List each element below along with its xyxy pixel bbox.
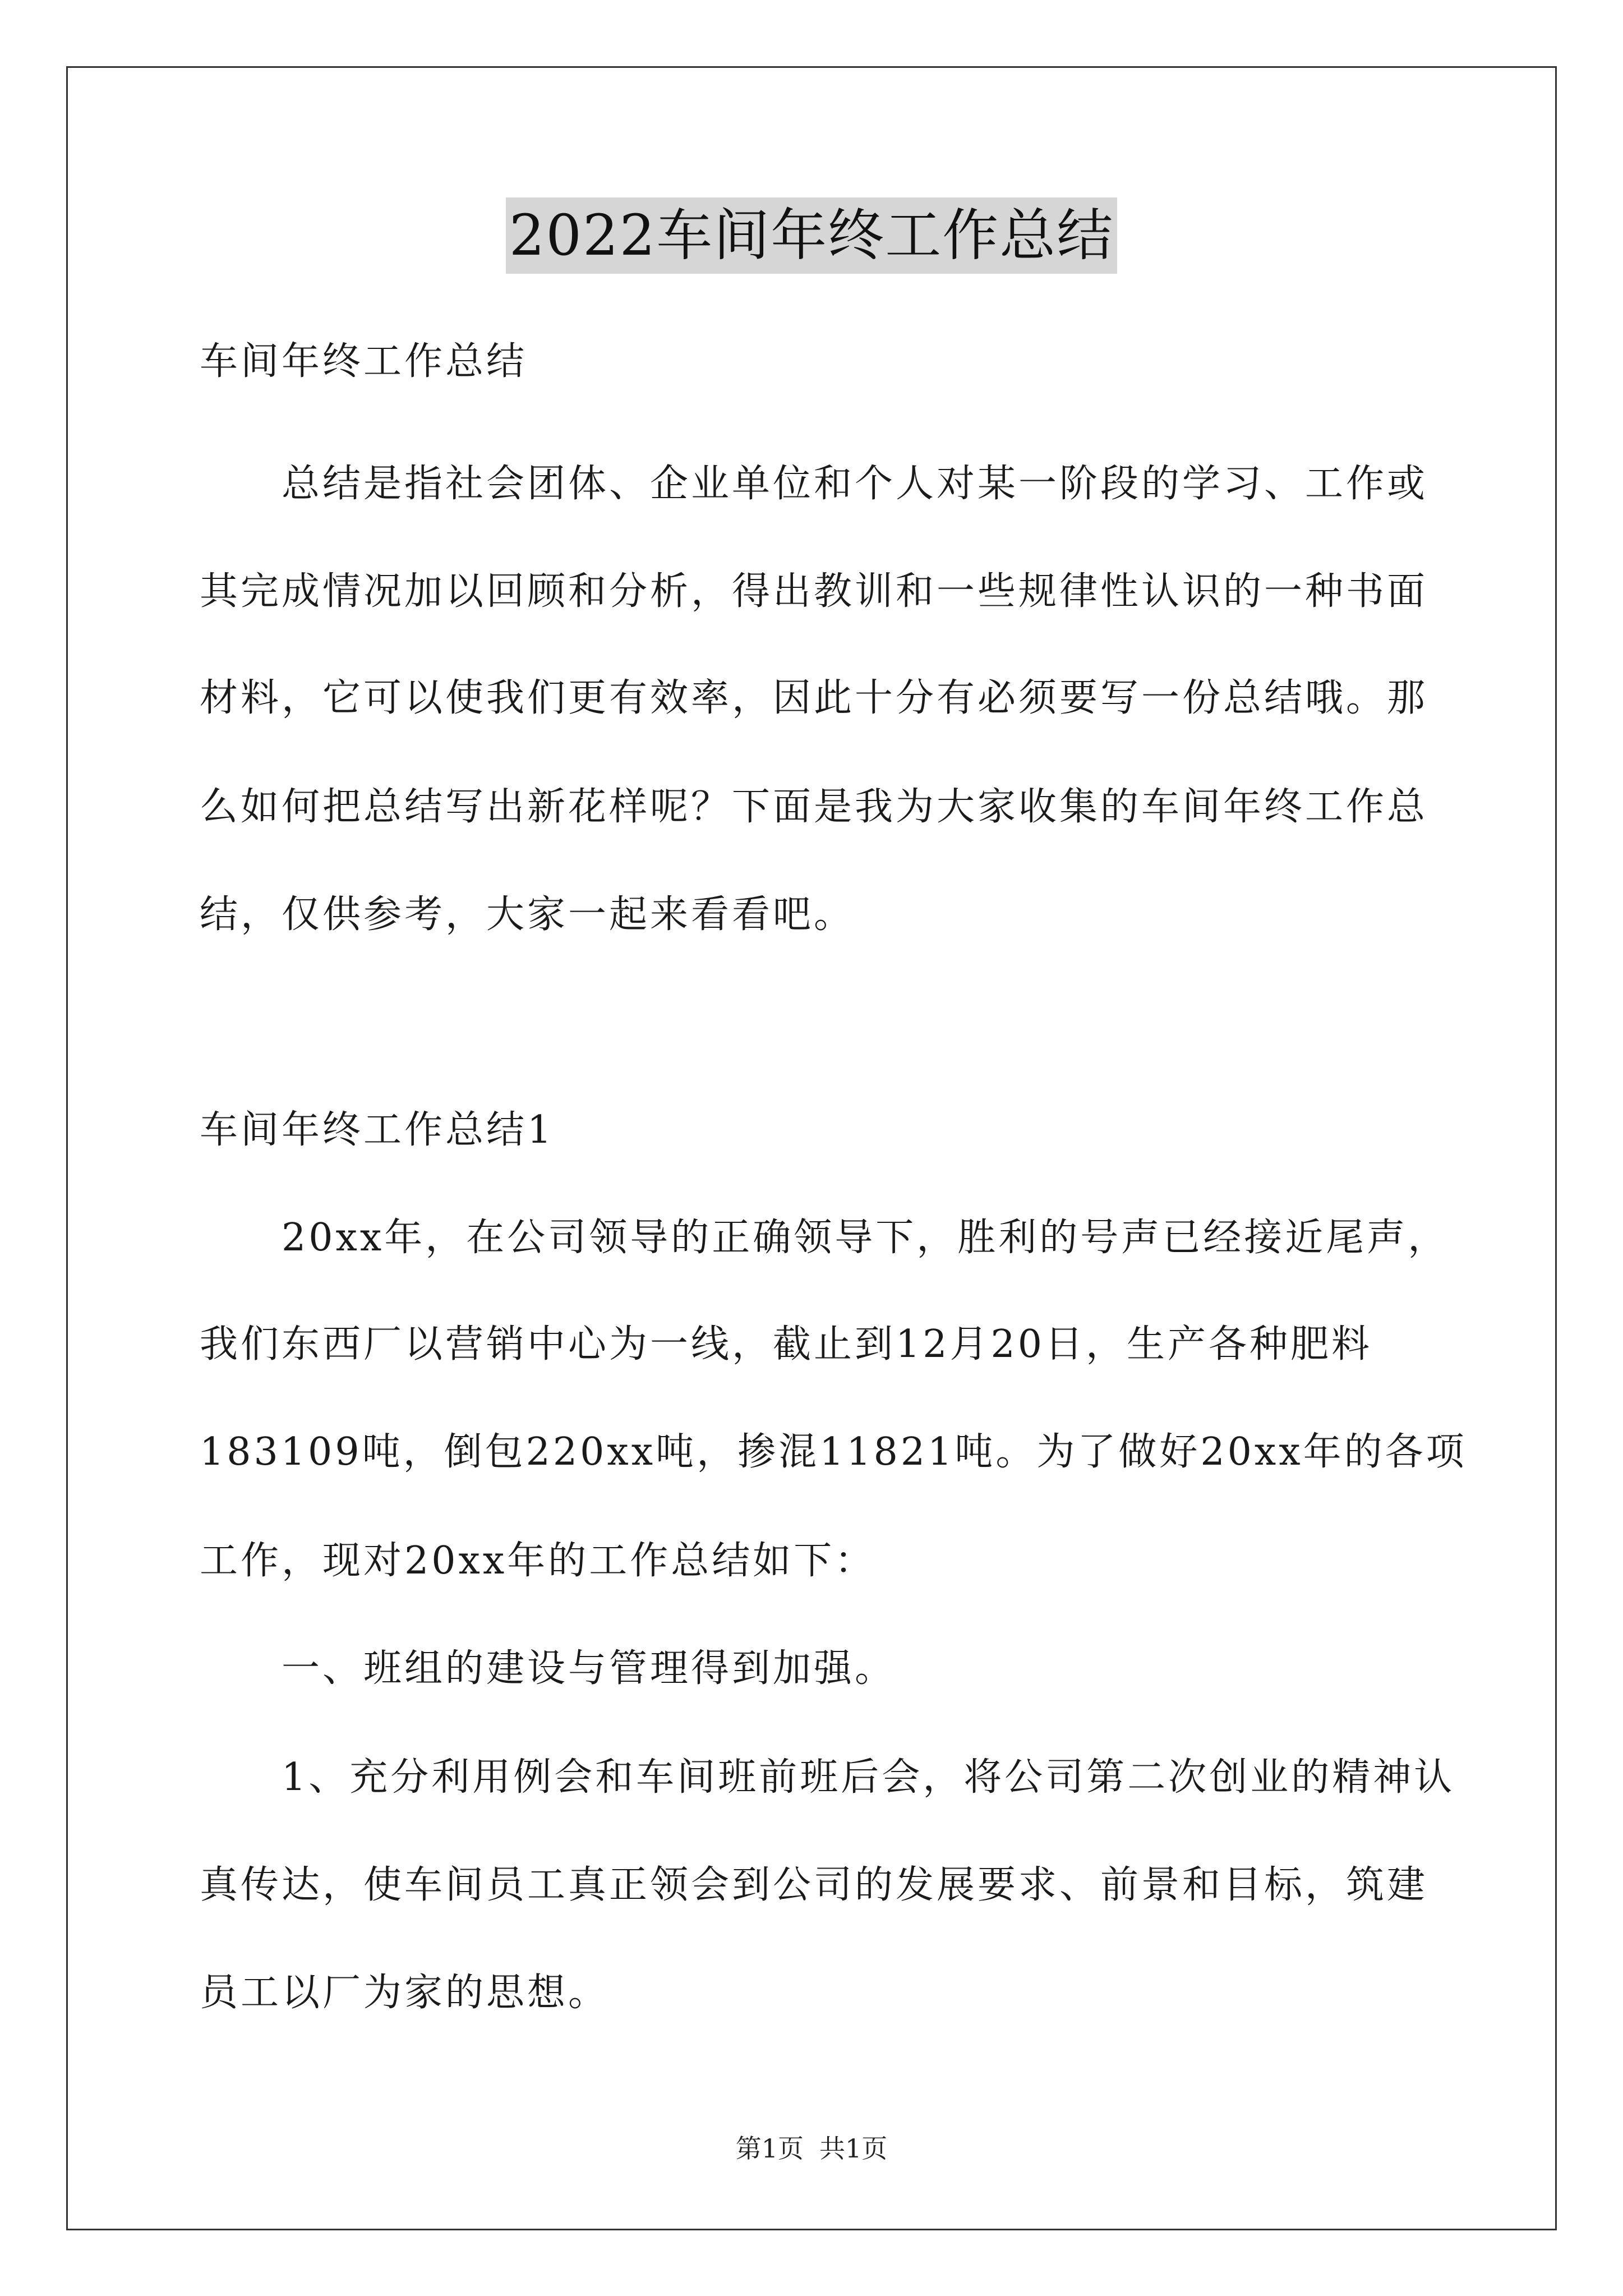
paragraph-line: 我们东西厂以营销中心为一线，截止到12月20日，生产各种肥料 — [200, 1322, 1373, 1366]
list-heading: 一、班组的建设与管理得到加强。 — [282, 1646, 896, 1691]
paragraph-line: 员工以厂为家的思想。 — [200, 1971, 610, 2015]
subtitle: 车间年终工作总结 — [200, 339, 528, 384]
paragraph-line: 真传达，使车间员工真正领会到公司的发展要求、前景和目标，筑建 — [200, 1863, 1428, 1907]
paragraph-line: 材料，它可以使我们更有效率，因此十分有必须要写一份总结哦。那 — [200, 676, 1428, 720]
paragraph-line: 1、充分利用例会和车间班前班后会，将公司第二次创业的精神认 — [282, 1755, 1455, 1800]
paragraph-line: 20xx年，在公司领导的正确领导下，胜利的号声已经接近尾声， — [282, 1216, 1449, 1260]
section-heading: 车间年终工作总结1 — [200, 1108, 555, 1152]
paragraph-line: 总结是指社会团体、企业单位和个人对某一阶段的学习、工作或 — [282, 462, 1428, 506]
page-footer — [0, 2132, 1623, 2165]
page-total: 共1页 — [819, 2133, 888, 2164]
page-number: 第1页 — [735, 2133, 804, 2164]
title-container — [0, 197, 1623, 274]
paragraph-line: 结，仅供参考，大家一起来看看吧。 — [200, 892, 855, 937]
document-title: 2022车间年终工作总结 — [506, 197, 1118, 274]
paragraph-line: 么如何把总结写出新花样呢？下面是我为大家收集的车间年终工作总 — [200, 785, 1428, 829]
paragraph-line: 183109吨，倒包220xx吨，掺混11821吨。为了做好20xx年的各项 — [200, 1430, 1467, 1474]
paragraph-line: 工作，现对20xx年的工作总结如下： — [200, 1539, 876, 1583]
paragraph-line: 其完成情况加以回顾和分析，得出教训和一些规律性认识的一种书面 — [200, 569, 1428, 614]
